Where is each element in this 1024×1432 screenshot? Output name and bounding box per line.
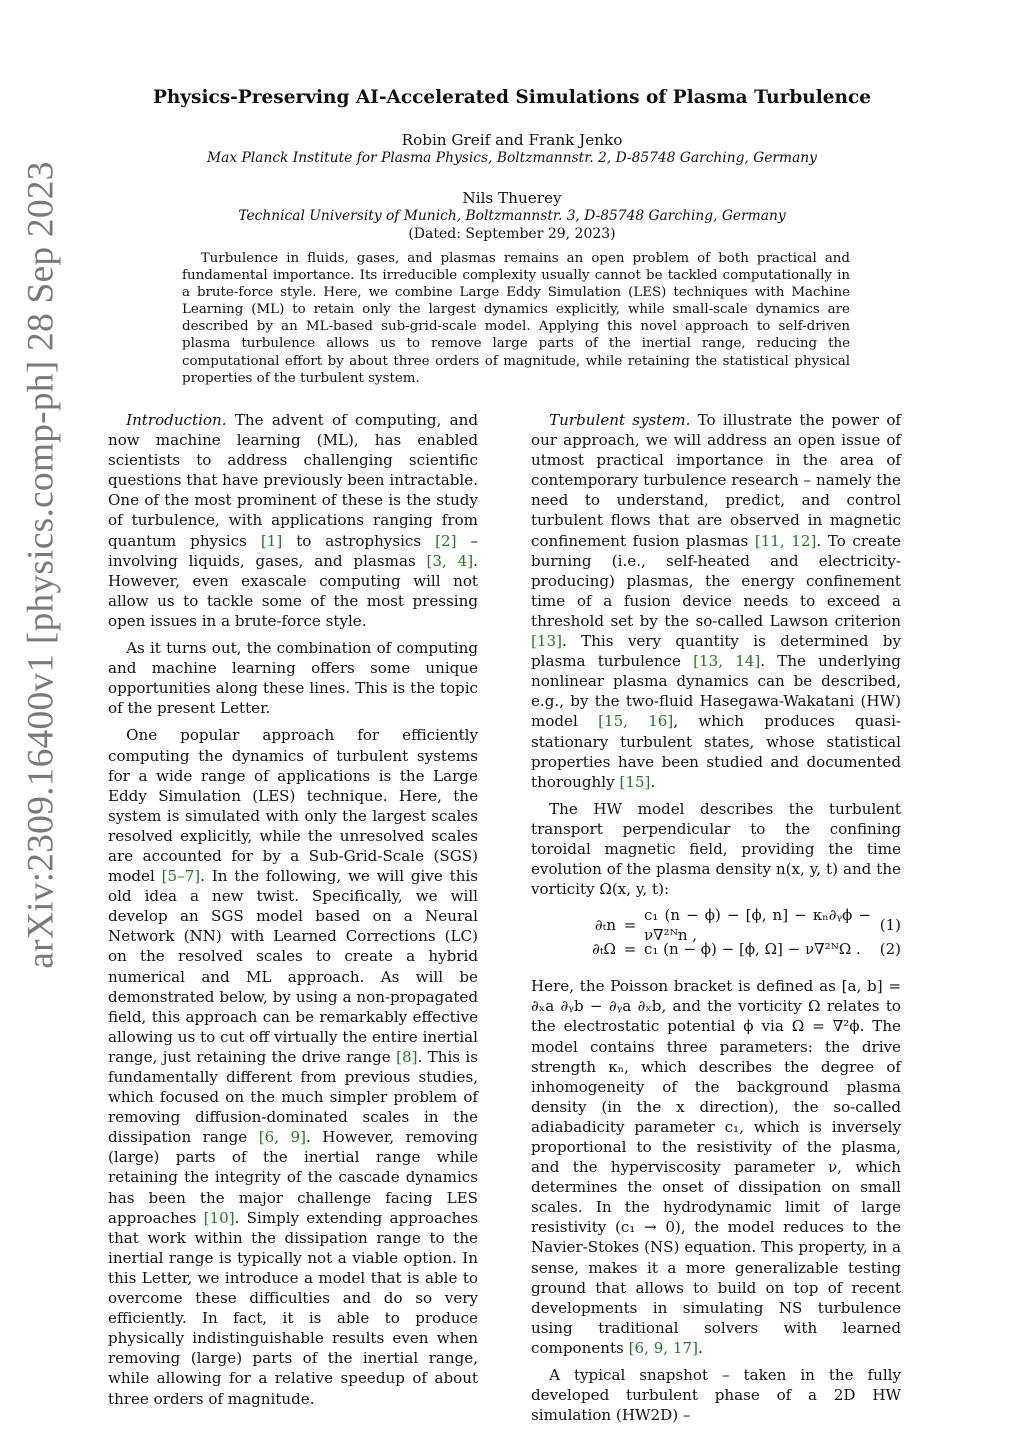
left-column	[108, 410, 478, 1416]
hw-model-paragraph: The HW model describes the turbulent transport perpendicular to the confining toroidal magnetic field, providing the time evolution of the plasma density n(x, y, t) and the vorticity Ω(x, y, t):	[531, 799, 901, 899]
intro-paragraph-3: One popular approach for efficiently computing the dynamics of turbulent systems for a wide range of applications is the Large Eddy Simulation (LES) technique. Here, the system is simulated with only the largest scales resolved explicitly, while the unresolved scales are accounted for by a Sub-Grid-Scale (SGS) model [5–7]. In the following, we will give this old idea a new twist. Specifically, we will develop an SGS model based on a Neural Network (NN) with Learned Corrections (LC) on the resolved scales to create a hybrid numerical and ML approach. As will be demonstrated below, by using a non-propagated field, this approach can be remarkably effective allowing us to cut off virtually the entire inertial range, just retaining the drive range [8]. This is fundamentally different from previous studies, which focused on the much simpler problem of removing diffusion-dominated scales in the dissipation range [6, 9]. However, removing (large) parts of the inertial range while retaining the integrity of the cascade dynamics has been the major challenge facing LES approaches [10]. Simply extending approaches that work within the dissipation range to the inertial range is typically not a viable option. In this Letter, we introduce a model that is able to overcome these difficulties and do so very efficiently. In fact, it is able to produce physically indistinguishable results even when removing (large) parts of the inertial range, while allowing for a relative speedup of about three orders of magnitude.	[108, 726, 478, 1408]
citation-link[interactable]: [6, 9]	[258, 1128, 306, 1147]
equation-number: (2)	[879, 940, 901, 959]
affiliation-line-1: Max Planck Institute for Plasma Physics, Boltzmannstr. 2, D-85748 Garching, Germany	[207, 150, 817, 166]
parameters-paragraph: Here, the Poisson bracket is defined as [a, b] = ∂ₓa ∂ᵧb − ∂ᵧa ∂ₓb, and the vorticity Ω relates to the electrostatic potential ϕ via Ω = ∇²ϕ. The model contains three parameters: the drive strength κₙ, which describes the degree of inhomogeneity of the background plasma density (in the x direction), the so-called adiabadicity parameter c₁, which is inversely proportional to the resistivity of the plasma, and the hyperviscosity parameter ν, which determines the onset of dissipation on small scales. In the hydrodynamic limit of large resistivity (c₁ → 0), the model reduces to the Navier-Stokes (NS) equation. This property, in a sense, makes it a more generalizable testing ground that allows to build on top of recent developments in simulating NS turbulence using traditional solvers with learned components [6, 9, 17].	[531, 977, 901, 1357]
citation-link[interactable]: [3, 4]	[426, 551, 474, 570]
citation-link[interactable]: [13, 14]	[693, 652, 761, 671]
affiliation-line-2: Technical University of Munich, Boltzmannstr. 3, D-85748 Garching, Germany	[238, 208, 786, 224]
citation-link[interactable]: [8]	[396, 1047, 418, 1066]
abstract: Turbulence in fluids, gases, and plasmas remains an open problem of both practical and fundamental importance. Its irreducible complexity usually cannot be tackled computationally in a brute-force style. Here, we combine Large Eddy Simulation (LES) techniques with Machine Learning (ML) to retain only the largest dynamics explicitly, while small-scale dynamics are described by an ML-based sub-grid-scale model. Applying this novel approach to self-driven plasma turbulence allows us to remove large parts of the inertial range, reducing the computational effort by about three orders of magnitude, while retaining the statistical physical properties of the turbulent system.	[182, 251, 850, 386]
authors-line-2: Nils Thuerey	[462, 189, 562, 207]
intro-paragraph-1: Introduction. The advent of computing, and now machine learning (ML), has enabled scientists to address challenging scientific questions that have previously been intractable. One of the most prominent of these is the study of turbulence, with applications ranging from quantum physics [1] to astrophysics [2] – involving liquids, gases, and plasmas [3, 4]. However, even exascale computing will not allow us to tackle some of the most pressing open issues in a brute-force style.	[108, 411, 478, 630]
citation-link[interactable]: [5–7]	[161, 867, 201, 886]
citation-link[interactable]: [2]	[435, 531, 457, 550]
authors-line-1: Robin Greif and Frank Jenko	[401, 131, 623, 149]
intro-paragraph-2: As it turns out, the combination of computing and machine learning offers some unique opportunities along these lines. This is the topic of the present Letter.	[108, 639, 478, 718]
section-heading-introduction: Introduction.	[126, 411, 227, 429]
citation-link[interactable]: [11, 12]	[754, 531, 817, 550]
paper-title: Physics-Preserving AI-Accelerated Simulations of Plasma Turbulence	[152, 87, 872, 108]
equation-1: ∂ₜn = c₁ (n − ϕ) − [ϕ, n] − κₙ∂ᵧϕ − ν∇²ᴺn , (1)	[594, 906, 901, 945]
date-line: (Dated: September 29, 2023)	[408, 226, 616, 242]
citation-link[interactable]: [15, 16]	[598, 712, 674, 731]
turbulent-system-paragraph-1: Turbulent system. To illustrate the power of our approach, we will address an open issue of utmost practical importance in the area of contemporary turbulence research – namely the need to understand, predict, and control turbulent flows that are observed in magnetic confinement fusion plasmas [11, 12]. To create burning (i.e., self-heated and electricity-producing) plasmas, the energy confinement time of a fusion device needs to exceed a threshold set by the so-called Lawson criterion [13]. This very quantity is determined by plasma turbulence [13, 14]. The underlying nonlinear plasma dynamics can be described, e.g., by the two-fluid Hasegawa-Wakatani (HW) model [15, 16], which produces quasi-stationary turbulent states, whose statistical properties have been studied and documented thoroughly [15].	[531, 411, 901, 791]
arxiv-id-text: arXiv:2309.16400v1 [physics.comp-ph] 28 Sep 2023	[20, 161, 62, 969]
citation-link[interactable]: [10]	[203, 1208, 235, 1227]
snapshot-paragraph: A typical snapshot – taken in the fully developed turbulent phase of a 2D HW simulation (HW2D) –	[531, 1366, 901, 1425]
citation-link[interactable]: [1]	[260, 531, 283, 550]
citation-link[interactable]: [13]	[531, 632, 562, 651]
citation-link[interactable]: [6, 9, 17]	[628, 1338, 698, 1357]
equation-block	[531, 906, 901, 961]
equation-2: ∂ₜΩ = c₁ (n − ϕ) − [ϕ, Ω] − ν∇²ᴺΩ . (2)	[592, 940, 901, 959]
section-heading-turbulent-system: Turbulent system.	[549, 411, 691, 429]
right-column	[531, 410, 901, 1432]
equation-number: (1)	[879, 916, 901, 935]
citation-link[interactable]: [15]	[619, 772, 651, 791]
